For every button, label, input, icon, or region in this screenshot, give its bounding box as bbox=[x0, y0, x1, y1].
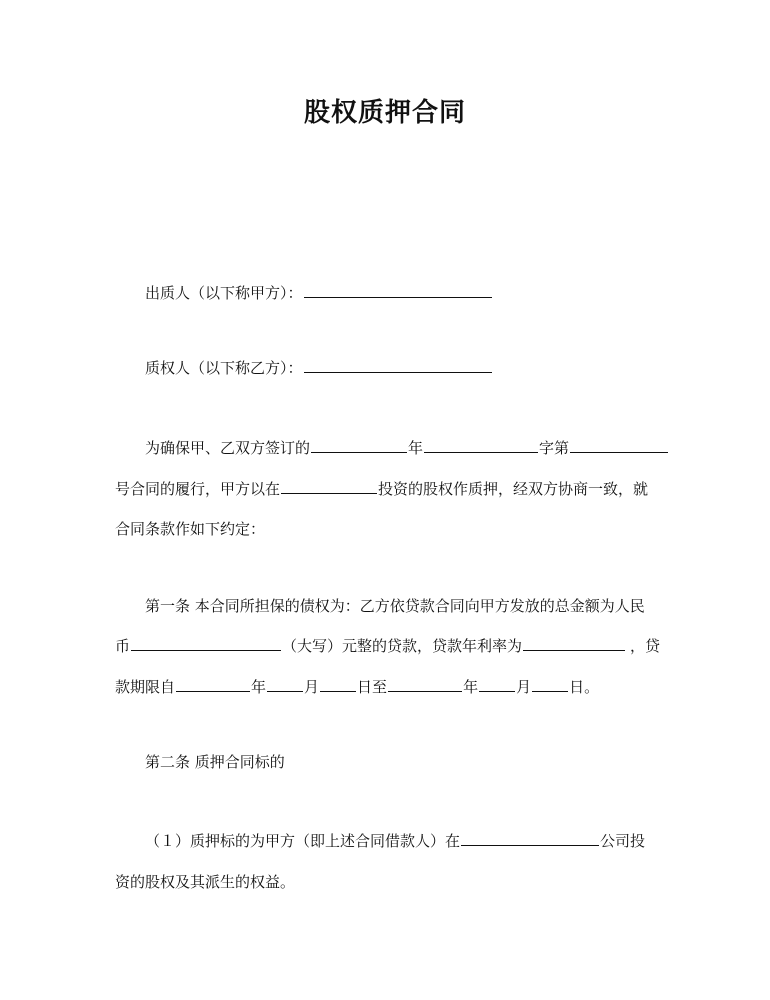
intro-text: 为确保甲、乙双方签订的 bbox=[145, 439, 311, 457]
start-year-blank bbox=[176, 677, 250, 692]
pledgee-line bbox=[145, 358, 690, 378]
pledgor-line bbox=[145, 283, 690, 303]
intro-text: 合同条款作如下约定： bbox=[115, 520, 266, 538]
intro-text: 投资的股权作质押，经双方协商一致，就 bbox=[378, 480, 649, 498]
end-year-blank bbox=[388, 677, 462, 692]
start-day-blank bbox=[320, 677, 356, 692]
article1-line-2 bbox=[115, 636, 660, 656]
article2-item1-line-1 bbox=[145, 831, 690, 851]
invested-company-blank bbox=[281, 479, 377, 494]
pledgor-blank bbox=[304, 283, 492, 298]
year-label: 年 bbox=[463, 678, 479, 696]
contract-prefix-blank bbox=[424, 438, 538, 453]
article2-text: （１）质押标的为甲方（即上述合同借款人）在 bbox=[145, 832, 461, 850]
day-to-label: 日至 bbox=[357, 678, 388, 696]
company-name-blank bbox=[461, 831, 599, 846]
article2-item1-line-2: 资的股权及其派生的权益。 bbox=[115, 873, 296, 891]
contract-number-blank bbox=[570, 438, 668, 453]
intro-text: 号合同的履行，甲方以在 bbox=[115, 480, 281, 498]
intro-line-2 bbox=[115, 479, 660, 499]
pledgee-blank bbox=[304, 358, 492, 373]
article1-text: ，贷 bbox=[629, 637, 660, 655]
article2-text: 公司投 bbox=[600, 832, 646, 850]
pledgor-label: 出质人（以下称甲方）： bbox=[145, 284, 303, 302]
article1-heading: 第一条 本合同所担保的债权为：乙方依贷款合同向甲方发放的总金额为人民 bbox=[145, 597, 645, 615]
intro-line-1 bbox=[145, 438, 690, 458]
article1-line-3 bbox=[115, 677, 660, 697]
document-title: 股权质押合同 bbox=[303, 98, 466, 128]
intro-year-label: 年 bbox=[408, 439, 424, 457]
end-month-blank bbox=[479, 677, 515, 692]
interest-rate-blank bbox=[523, 636, 625, 651]
article1-text: （大写）元整的贷款，贷款年利率为 bbox=[282, 637, 523, 655]
intro-number-label: 字第 bbox=[539, 439, 570, 457]
article1-line-1 bbox=[145, 596, 690, 616]
pledgee-label: 质权人（以下称乙方）： bbox=[145, 359, 303, 377]
start-month-blank bbox=[267, 677, 303, 692]
day-end-label: 日。 bbox=[569, 678, 600, 696]
contract-year-blank bbox=[311, 438, 407, 453]
month-label: 月 bbox=[516, 678, 532, 696]
month-label: 月 bbox=[304, 678, 320, 696]
year-label: 年 bbox=[251, 678, 267, 696]
article2-heading: 第二条 质押合同标的 bbox=[145, 753, 285, 771]
intro-line-3 bbox=[115, 519, 660, 539]
loan-term-label: 款期限自 bbox=[115, 678, 176, 696]
end-day-blank bbox=[532, 677, 568, 692]
article1-text: 币 bbox=[115, 637, 131, 655]
loan-amount-blank bbox=[131, 636, 281, 651]
